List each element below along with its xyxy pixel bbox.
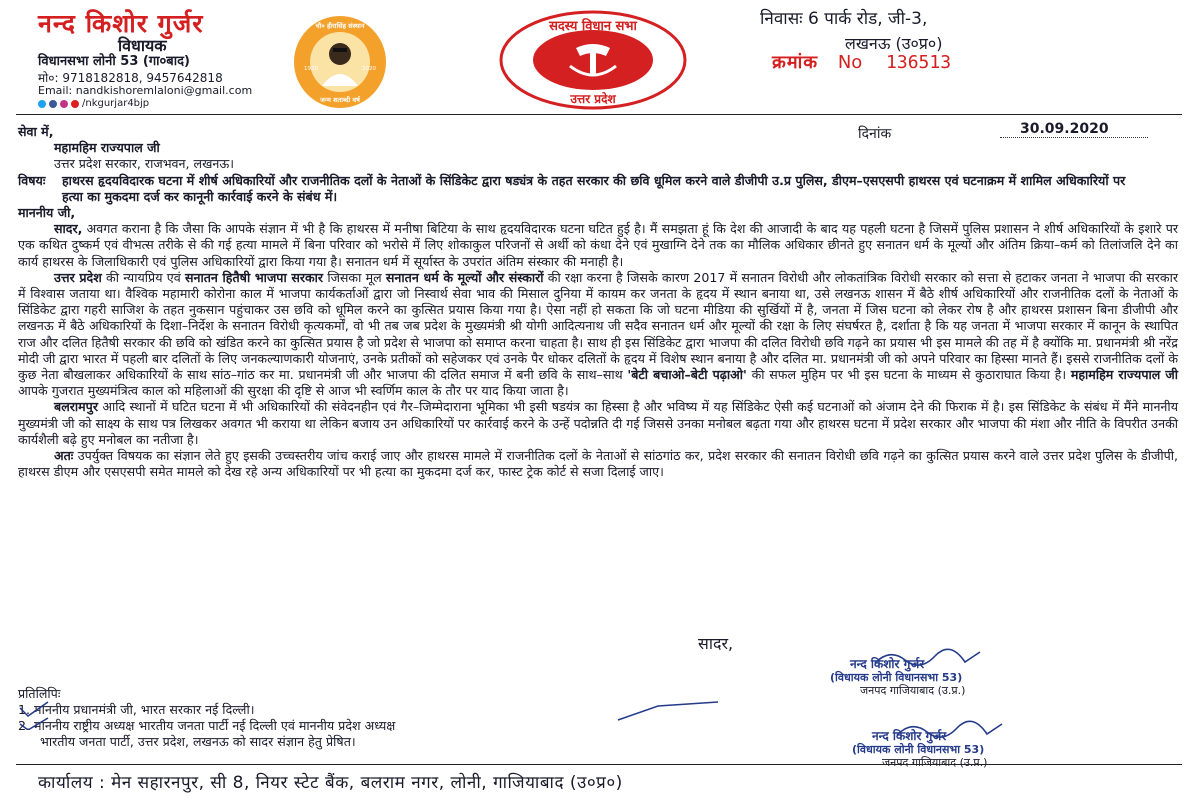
office-address: कार्यालय : मेन सहारनपुर, सी 8, नियर स्टेट बैंक, बलराम नगर, लोनी, गाजियाबाद (उ०प्र०) xyxy=(38,773,623,793)
serial-no-label: No xyxy=(837,52,863,73)
cc-item-2: 2. माननीय राष्ट्रीय अध्यक्ष भारतीय जनता पार्टी नई दिल्ली एवं माननीय प्रदेश अध्यक्ष xyxy=(18,718,396,733)
to-label: सेवा में, xyxy=(18,124,54,139)
addressee: महामहिम राज्यपाल जी xyxy=(54,140,160,156)
facebook-icon xyxy=(49,100,57,108)
paragraph-4: अतः उपर्युक्त विषयक का संज्ञान लेते हुए इसकी उच्चस्तरीय जांच कराई जाए और हाथरस मामले में राजनीतिक दलों के नेताओं से सांठगांठ कर, प्रदेश सरकार की सनातन विरोधी छवि गढ़ने का कुत्सित प्रयास करने वाले उत्तर प्रदेश पुलिस के डीजीपी, हाथरस डीएम और एसएसपी समेत मामले को देख रहे अन्य अधिकारियों पर भी हत्या का मुकदमा दर्ज कर, फास्ट ट्रेक कोर्ट से सजा दिलाई जाए। xyxy=(18,448,1178,480)
signature-block-1 xyxy=(830,658,965,697)
signatory-district: जनपद गाजियाबाद (उ.प्र.) xyxy=(860,684,966,697)
subject-label: विषयः xyxy=(18,172,46,188)
cc-item-2-cont: भारतीय जनता पार्टी, उत्तर प्रदेश, लखनऊ को सादर संज्ञान हेतु प्रेषित। xyxy=(40,734,356,749)
constituency: विधानसभा लोनी 53 (गा०बाद) xyxy=(38,54,190,69)
portrait-caption-top: चौ० हीरासिंह संस्थान xyxy=(315,22,365,30)
twitter-icon xyxy=(38,100,46,108)
signatory-name: नन्द किशोर गुर्जर xyxy=(850,657,925,671)
paragraph-3: बलरामपुर आदि स्थानों में घटित घटना में भी अधिकारियों की संवेदनहीन एवं गैर–जिम्मेदाराना भूमिका भी इसी षडयंत्र का हिस्सा है और भविष्य में यह सिंडिकेट ऐसी कई घटनाओं को अंजाम देने की फिराक में है। इस सिंडिकेट के संबंध में मैंने माननीय मुख्यमंत्री जी को साक्ष्य के साथ पत्र लिखकर अवगत भी कराया था लेकिन बजाय उन अधिकारियों पर कार्रवाई करने के उन्हें पदोन्नति दी गई जिससे उनका मनोबल बढ़ता गया और हाथरस घटना में प्रदेश सरकार और भाजपा की मंशा और नीति के विपरीत उनकी कार्यशैली बढ़े हुए मनोबल का नतीजा है। xyxy=(18,399,1178,447)
serial-label: क्रमांक xyxy=(772,52,819,73)
cc-label: प्रतिलिपिः xyxy=(18,686,61,701)
cc-item-1: 1. माननीय प्रधानमंत्री जी, भारत सरकार नई दिल्ली। xyxy=(18,702,255,717)
salutation: माननीय जी, xyxy=(18,205,76,221)
residence-line-2: लखनऊ (उ०प्र०) xyxy=(845,34,943,53)
signature-scribble xyxy=(892,720,1012,740)
signatory-title: (विधायक लोनी विधानसभा 53) xyxy=(830,671,963,684)
portrait-caption-bottom: जन्म शताब्दी वर्ष xyxy=(320,96,360,104)
closing: सादर, xyxy=(698,634,734,653)
signatory-district: जनपद गाजियाबाद (उ.प्र.) xyxy=(882,756,988,769)
instagram-icon xyxy=(60,100,68,108)
youtube-icon xyxy=(71,100,79,108)
designation: विधायक xyxy=(118,36,167,55)
signature-scribble xyxy=(870,648,990,668)
emblem-bottom-text: उत्तर प्रदेश xyxy=(570,92,616,106)
mla-name: नन्द किशोर गुर्जर xyxy=(38,9,204,38)
portrait-year-right: 2020 xyxy=(362,66,376,72)
serial-number: 136513 xyxy=(886,52,952,73)
subject-text: हाथरस हृदयविदारक घटना में शीर्ष अधिकारियों और राजनीतिक दलों के नेताओं के सिंडिकेट द्वारा षड्यंत्र के तहत सरकार की छवि धूमिल करने वाले डीजीपी उ.प्र पुलिस, डीएम–एसएसपी हाथरस एवं घटनाक्रम में शामिल अधिकारियों पर हत्या का मुकदमा दर्ज कर कानूनी कार्रवाई करने के संबंध में। xyxy=(62,172,1126,204)
paragraph-2: उत्तर प्रदेश की न्यायप्रिय एवं सनातन हितैषी भाजपा सरकार जिसका मूल सनातन धर्म के मूल्यों और संस्कारों की रक्षा करना है जिसके कारण 2017 में सनातन विरोधी और लोकतांत्रिक विरोधी सरकार को सत्ता से हटाकर जनता ने भाजपा की सरकार में विश्वास जताया था। वैश्विक महामारी कोरोना काल में भाजपा कार्यकर्ताओं द्वारा जो निस्वार्थ सेवा भाव की मिसाल दुनिया में कायम कर जनता के हृदय में स्थान बनाया था, उसे लखनऊ शासन में बैठे शीर्ष अधिकारियों और राजनीतिक दलों के नेताओं के सिंडिकेट द्वारा गहरी साजिश के तहत नुकसान पहुंचाकर उस छवि को धूमिल करने का कुत्सित प्रयास किया गया है। ऐसा नहीं हो सकता कि जो घटना मीडिया की सुर्खियों में है, जनता में जिस घटना को लेकर रोष है और हाथरस प्रशासन बिना डीजीपी और लखनऊ में बैठे अधिकारियों के दिशा–निर्देश के सनातन विरोधी कृत्यकर्मों, वो भी तब जब प्रदेश के मुख्यमंत्री श्री योगी आदित्यनाथ जी सदैव सनातन धर्म और मूल्यों की रक्षा के लिए संघर्षरत है, दर्शाता है कि यह जनता में भाजपा सरकार में कानून के स्थापित राज और दलित हितैषी सरकार की छवि को खंडित करने का कुत्सित प्रयास है जो प्रदेश से भाजपा को समाप्त करना चाहता है। साथ ही इस सिंडिकेट द्वारा भाजपा की दलित विरोधी छवि गढ़ने का प्रयास भी इस मामले की तह में है क्योंकि मा. प्रधानमंत्री श्री नरेंद्र मोदी जी द्वारा भारत में पहली बार दलितों के लिए जनकल्याणकारी योजनाएं, उनके प्रतीकों को सहेजकर एवं उनके पैर धोकर दलितों के हृदय में विशेष स्थान बनाया है और दलित मा. प्रधानमंत्री जी को अपने परिवार का हिस्सा मानते हैं। इससे राजनीतिक दलों के कुछ नेता बौखलाकर अधिकारियों के साथ सांठ–गांठ कर मा. प्रधानमंत्री जी और भाजपा की दलित समाज में बनी छवि के साथ–साथ 'बेटी बचाओ–बेटी पढ़ाओ' की सफल मुहिम पर भी इस घटना के माध्यम से कुठाराघात किया है। महामहिम राज्यपाल जी आपके गुजरात मुख्यमंत्रित्व काल को महिलाओं की सुरक्षा की दृष्टि से आज भी स्वर्णिम काल के तौर पर याद किया जाता है। xyxy=(18,269,1179,399)
date-label: दिनांक xyxy=(858,126,892,142)
portrait-image xyxy=(292,14,388,110)
emblem-top-text: सदस्य विधान सभा xyxy=(549,19,637,34)
social-handles xyxy=(38,98,149,109)
cc-tick-marks xyxy=(18,700,738,730)
social-handle-text: /nkgurjar4bjp xyxy=(82,98,150,109)
residence-line-1: निवासः 6 पार्क रोड, जी-3, xyxy=(760,9,928,29)
signatory-title: (विधायक लोनी विधानसभा 53) xyxy=(852,743,985,756)
portrait-roundel xyxy=(292,14,388,110)
letter-body xyxy=(18,124,1178,480)
serial-number-block xyxy=(772,50,951,74)
mla-emblem xyxy=(498,10,688,110)
paragraph-1: सादर, अवगत कराना है कि जैसा कि आपके संज्ञान में भी है कि हाथरस में मनीषा बिटिया के साथ हृदयविदारक घटना घटित हुई है। मैं समझता हूं कि देश की आजादी के बाद यह पहली घटना है जिसमें पुलिस प्रशासन ने शीर्ष अधिकारियों के इशारे पर एक कथित दुष्कर्म एवं वीभत्स तरीके से की गई हत्या मामले में बिना परिवार को भरोसे में लिए शोकाकुल परिजनों से अर्थी को कंधा देने एवं मुखाग्नि देने तक का मौलिक अधिकार छीनते हुए सनातन धर्म के मूल्यों और अंतिम क्रिया–कर्म को तिलांजलि देने का कार्य हाथरस के जिलाधिकारी एवं पुलिस अधिकारियों द्वारा किया गया है। सनातन धर्म में सूर्यास्त के उपरांत अंतिम संस्कार की मनाही है। xyxy=(18,221,1178,269)
portrait-year-left: 1920 xyxy=(304,66,318,72)
subject-line xyxy=(18,173,1178,205)
footer-divider xyxy=(16,764,1182,765)
email-address: Email: nandkishoremlaloni@gmail.com xyxy=(38,84,253,97)
addressee-address: उत्तर प्रदेश सरकार, राजभवन, लखनऊ। xyxy=(54,156,235,172)
header-divider xyxy=(16,114,1182,115)
phone-numbers: मो०: 9718182818, 9457642818 xyxy=(38,71,223,85)
signatory-name: नन्द किशोर गुर्जर xyxy=(872,729,947,743)
letter-date: 30.09.2020 xyxy=(1000,121,1148,138)
